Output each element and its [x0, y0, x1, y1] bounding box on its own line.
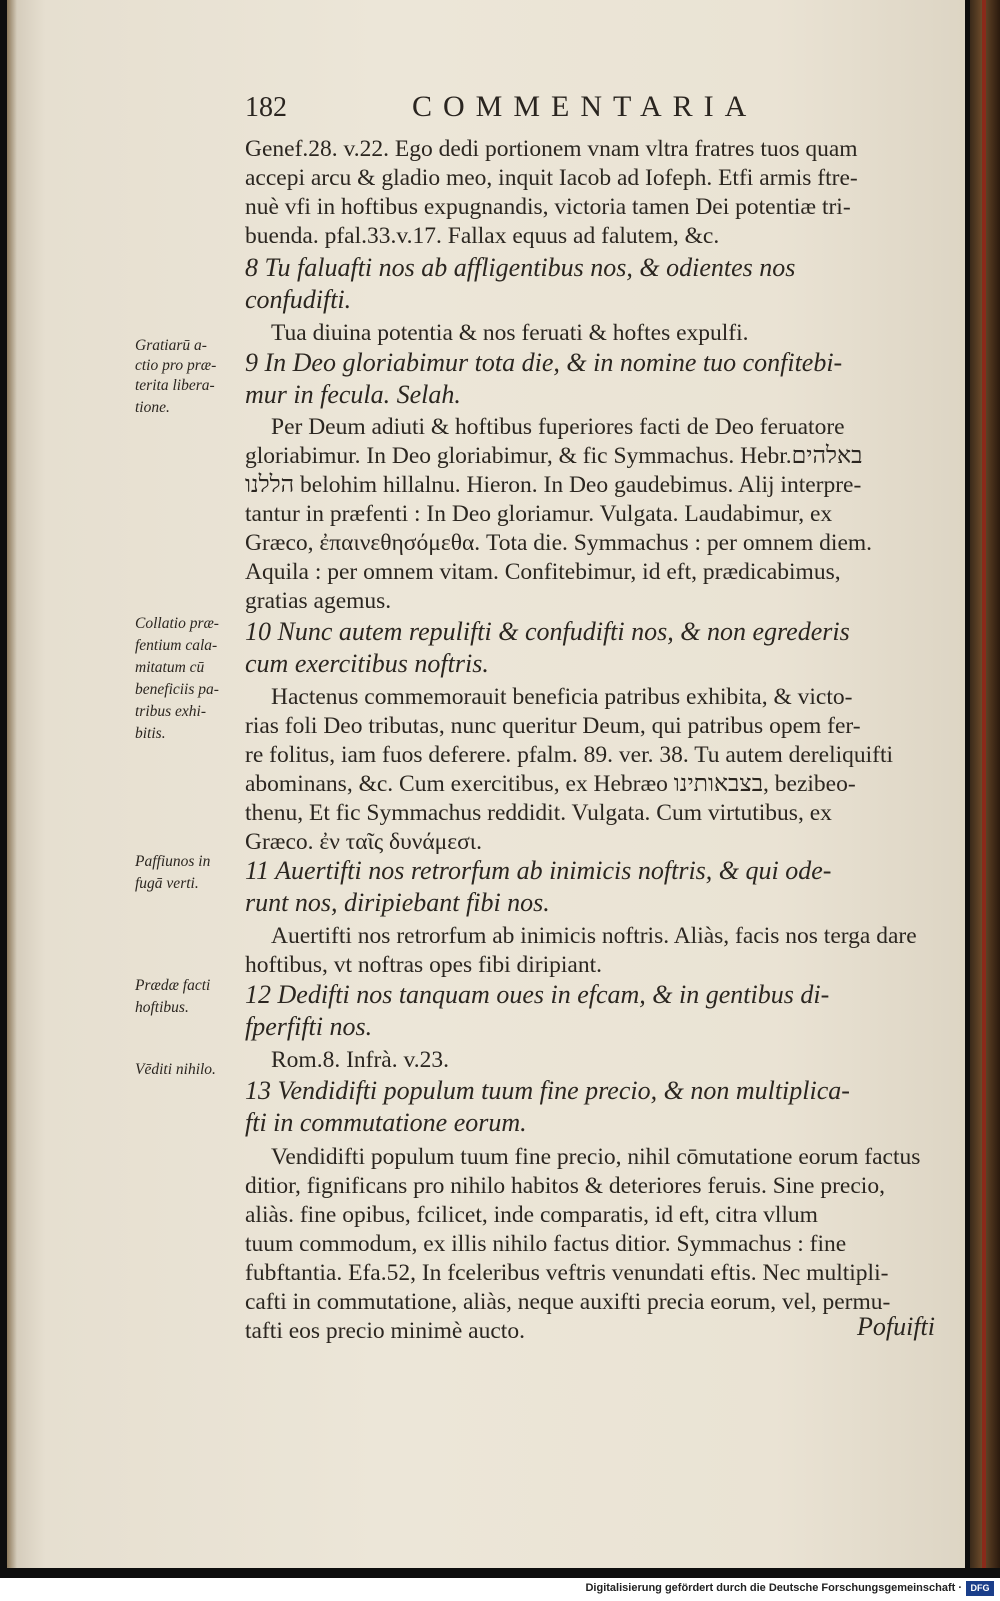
- text-line: re folitus, iam fuos deferere. pfalm. 89. ver. 38. Tu autem dereliquifti: [245, 742, 894, 768]
- text-line: Genef.28. v.22. Ego dedi portionem vnam vltra fratres tuos quam: [245, 136, 858, 162]
- spine-binding-strip: [982, 0, 986, 1568]
- verse-line: 13 Vendidifti populum tuum fine precio, & non multiplica-: [245, 1076, 850, 1105]
- dfg-logo-icon: DFG: [966, 1581, 994, 1596]
- text-line: Rom.8. Infrà. v.23.: [271, 1047, 449, 1073]
- text-line: Tua diuina potentia & nos feruati & hoftes expulfi.: [271, 320, 749, 346]
- text-line: Auertifti nos retrorfum ab inimicis noftris. Aliàs, facis nos terga dare: [271, 923, 917, 949]
- text-line: הללנו belohim hillalnu. Hieron. In Deo gaudebimus. Alij interpre-: [245, 472, 862, 498]
- running-title: COMMENTARIA: [412, 90, 758, 123]
- verse-line: fti in commutatione eorum.: [245, 1108, 527, 1137]
- margin-note: Paffiunos in: [135, 853, 211, 870]
- text-line: tuum commodum, ex illis nihilo factus ditior. Symmachus : fine: [245, 1231, 847, 1257]
- page-number: 182: [245, 92, 287, 123]
- text-line: tafti eos precio minimè aucto.: [245, 1318, 525, 1344]
- verse-line: mur in fecula. Selah.: [245, 380, 461, 409]
- book-spine-edge: [970, 0, 1000, 1568]
- text-line: Græco, ἐπαινεθησόμεθα. Tota die. Symmachus : per omnem diem.: [245, 530, 873, 556]
- text-line: accepi arcu & gladio meo, inquit Iacob ad Iofeph. Etfi armis ftre-: [245, 165, 858, 191]
- margin-note: Vēditi nihilo.: [135, 1061, 216, 1078]
- verse-line: 10 Nunc autem repulifti & confudifti nos, & non egrederis: [245, 617, 850, 646]
- margin-note: Prædæ facti: [135, 977, 211, 994]
- verse-line: 11 Auertifti nos retrorfum ab inimicis noftris, & qui ode-: [245, 856, 832, 885]
- text-line: aliàs. fine opibus, fcilicet, inde comparatis, id eft, citra vllum: [245, 1202, 818, 1228]
- verse-line: 9 In Deo gloriabimur tota die, & in nomine tuo confitebi-: [245, 348, 843, 377]
- text-line: hoftibus, vt noftras opes fibi diripiant.: [245, 952, 603, 978]
- text-line: nuè vfi in hoftibus expugnandis, victoria tamen Dei potentiæ tri-: [245, 194, 851, 220]
- margin-note: tribus exhi-: [135, 703, 207, 720]
- text-line: rias foli Deo tributas, nunc queritur Deum, qui patribus opem fer-: [245, 713, 861, 739]
- verse-line: runt nos, diripiebant fibi nos.: [245, 888, 550, 917]
- text-line: thenu, Et fic Symmachus reddidit. Vulgata. Cum virtutibus, ex: [245, 800, 832, 826]
- verse-line: confudifti.: [245, 285, 352, 314]
- text-line: cafti in commutatione, aliàs, neque auxifti precia eorum, vel, permu-: [245, 1289, 891, 1315]
- verse-line: cum exercitibus noftris.: [245, 649, 489, 678]
- text-line: abominans, &c. Cum exercitibus, ex Hebræo בצבאותינו, bezibeo-: [245, 771, 856, 797]
- margin-note: beneficiis pa-: [135, 681, 219, 698]
- book-page: [7, 0, 965, 1568]
- margin-note: bitis.: [135, 725, 166, 742]
- margin-note: tione.: [135, 399, 170, 416]
- text-line: fubftantia. Efa.52, In fceleribus veftris venundati eftis. Nec multipli-: [245, 1260, 889, 1286]
- footer-credit: Digitalisierung gefördert durch die Deutsche Forschungsgemeinschaft ·: [585, 1582, 962, 1594]
- text-line: Per Deum adiuti & hoftibus fuperiores facti de Deo feruatore: [271, 414, 845, 440]
- margin-note: ctio pro præ-: [135, 357, 217, 374]
- margin-note: hoftibus.: [135, 999, 189, 1016]
- margin-note: Collatio præ-: [135, 615, 219, 632]
- digitization-footer: [0, 1578, 1000, 1601]
- text-line: Græco. ἐν ταῖς δυνάμεσι.: [245, 829, 483, 855]
- margin-note: mitatum cū: [135, 659, 205, 676]
- text-line: Vendidifti populum tuum fine precio, nihil cōmutatione eorum factus: [271, 1144, 921, 1170]
- margin-note: Gratiarū a-: [135, 337, 207, 354]
- text-line: Hactenus commemorauit beneficia patribus exhibita, & victo-: [271, 684, 853, 710]
- margin-note: terita libera-: [135, 377, 215, 394]
- margin-note: fugā verti.: [135, 875, 199, 892]
- margin-note: fentium cala-: [135, 637, 218, 654]
- text-line: buenda. pfal.33.v.17. Fallax equus ad falutem, &c.: [245, 223, 720, 249]
- verse-line: 8 Tu faluafti nos ab affligentibus nos, & odientes nos: [245, 253, 796, 282]
- verse-line: fperfifti nos.: [245, 1012, 373, 1041]
- text-line: ditior, fignificans pro nihilo habitos & deteriores feruis. Sine precio,: [245, 1173, 885, 1199]
- verse-line: 12 Dedifti nos tanquam oues in efcam, & in gentibus di-: [245, 980, 830, 1009]
- text-line: gloriabimur. In Deo gloriabimur, & fic Symmachus. Hebr.באלהים: [245, 443, 863, 469]
- catchword: Pofuifti: [857, 1312, 935, 1341]
- text-line: gratias agemus.: [245, 588, 392, 614]
- text-line: tantur in præfenti : In Deo gloriamur. Vulgata. Laudabimur, ex: [245, 501, 833, 527]
- text-line: Aquila : per omnem vitam. Confitebimur, id eft, prædicabimus,: [245, 559, 841, 585]
